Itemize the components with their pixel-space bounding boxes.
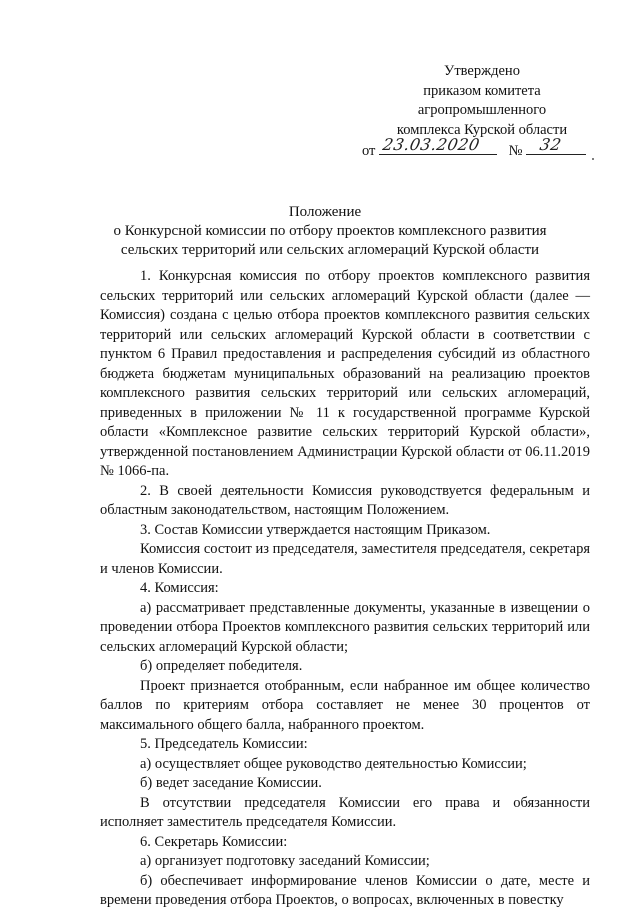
approval-line-4: комплекса Курской области [396,121,568,138]
number-prefix: № [508,143,523,159]
handwritten-number: 32 [538,135,564,154]
title-heading: Положение [288,204,362,220]
paragraph-8: Проект признается отобранным, если набранное им общее количество баллов по критериям отбора составляет не менее 30 процентов от максимального общего балла, набранного проектом. [100,677,590,733]
paragraph-3: 3. Состав Комиссии утверждается настоящим Приказом. [140,521,491,538]
paragraph-11: б) ведет заседание Комиссии. [140,775,322,791]
approval-line-1: Утверждено [444,63,520,79]
approval-line-2: приказом комитета [423,82,541,99]
paragraph-7: б) определяет победителя. [140,658,303,674]
paragraph-12: В отсутствии председателя Комиссии его права и обязанности исполняет заместитель председателя Комиссии. [100,794,590,830]
paragraph-5: 4. Комиссия: [140,580,219,596]
date-prefix: от [362,143,376,159]
paragraph-1: 1. Конкурсная комиссия по отбору проектов комплексного развития сельских территорий или сельских агломераций Курской области (далее — Комиссия) создана с целью отбора проектов комплексного развития сельских территорий или сельских агломераций Курской области в соответствии с пунктом 6 Правил предоставления и распределения субсидий из областного бюджета бюджетам муниципальных образований на реализацию проектов комплексного развития сельских территорий или сельских агломераций, приведенных в приложении № 11 к государственной программе Курской области «Комплексное развитие сельских территорий Курской области», утвержденной постановлением Администрации Курской области от 06.11.2019 № 1066-па. [100,268,590,479]
title-subtitle: о Конкурсной комиссии по отбору проектов комплексного развития сельских территорий или сельских агломераций Курской области [113,223,547,258]
paragraph-4: Комиссия состоит из председателя, заместителя председателя, секретаря и членов Комиссии. [100,541,590,577]
paragraph-10: а) осуществляет общее руководство деятельностью Комиссии; [140,755,527,772]
document-title [60,203,590,260]
ink-dot [592,158,594,160]
document-body [100,267,590,911]
paragraph-13: 6. Секретарь Комиссии: [140,833,288,850]
approval-line-3: агропромышленного [417,102,547,118]
paragraph-2: 2. В своей деятельности Комиссия руководствуется федеральным и областным законодательством, настоящим Положением. [100,482,590,518]
order-number-field [526,135,586,155]
paragraph-9: 5. Председатель Комиссии: [140,736,308,752]
order-date-field [379,135,497,155]
handwritten-date: 23.03.2020 [381,135,482,154]
paragraph-14: а) организует подготовку заседаний Комиссии; [140,853,430,869]
order-date-number-line [362,135,602,161]
approval-block [362,62,602,140]
paragraph-6: а) рассматривает представленные документы, указанные в извещении о проведении отбора Проектов комплексного развития сельских территорий или сельских агломераций Курской области; [100,599,590,655]
paragraph-15: б) обеспечивает информирование членов Комиссии о дате, месте и времени проведения отбора Проектов, о вопросах, включенных в повестку [100,872,590,908]
